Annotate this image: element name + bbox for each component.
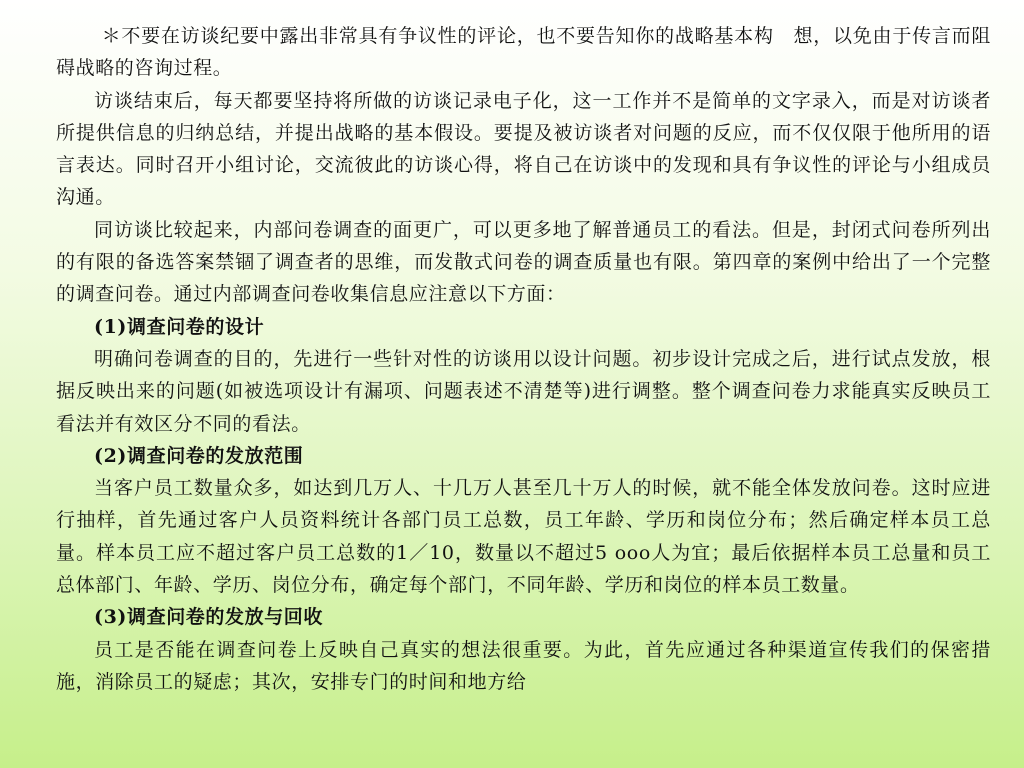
paragraph-questionnaire-intro: 同访谈比较起来，内部问卷调查的面更广，可以更多地了解普通员工的看法。但是，封闭式问卷所列出的有限的备选答案禁锢了调查者的思维，而发散式问卷的调查质量也有限。第四章的案例中给出了一个完整的调查问卷。通过内部调查问卷收集信息应注意以下方面： [56, 218, 991, 306]
paragraph-interview-caution: ＊不要在访谈纪要中露出非常具有争议性的评论，也不要告知你的战略基本构 想，以免由于传言而阻碍战略的咨询过程。 [56, 25, 991, 80]
document-body [56, 20, 991, 698]
paragraph-questionnaire-design: 明确问卷调查的目的，先进行一些针对性的访谈用以设计问题。初步设计完成之后，进行试点发放，根据反映出来的问题(如被选项设计有漏项、问题表述不清楚等)进行调整。整个调查问卷力求能真实反映员工看法并有效区分不同的看法。 [56, 347, 991, 435]
paragraph-interview-digitization: 访谈结束后，每天都要坚持将所做的访谈记录电子化，这一工作并不是简单的文字录入，而是对访谈者所提供信息的归纳总结，并提出战略的基本假设。要提及被访谈者对问题的反应，而不仅仅限于他所用的语言表达。同时召开小组讨论，交流彼此的访谈心得，将自己在访谈中的发现和具有争议性的评论与小组成员沟通。 [56, 89, 991, 209]
heading-questionnaire-design: (1)调查问卷的设计 [94, 315, 265, 338]
heading-distribution-collection: (3)调查问卷的发放与回收 [94, 606, 324, 629]
paragraph-distribution-collection: 员工是否能在调查问卷上反映自己真实的想法很重要。为此，首先应通过各种渠道宣传我们的保密措施，消除员工的疑虑；其次，安排专门的时间和地方给 [56, 638, 991, 693]
heading-distribution-scope: (2)调查问卷的发放范围 [94, 444, 304, 467]
paragraph-distribution-scope: 当客户员工数量众多，如达到几万人、十几万人甚至几十万人的时候，就不能全体发放问卷。这时应进行抽样，首先通过客户人员资料统计各部门员工总数，员工年龄、学历和岗位分布；然后确定样本员工总量。样本员工应不超过客户员工总数的1／10，数量以不超过5 ooo人为宜；最后依据样本员工总量和员工总体部门、年龄、学历、岗位分布，确定每个部门，不同年龄、学历和岗位的样本员工数量。 [56, 477, 991, 597]
